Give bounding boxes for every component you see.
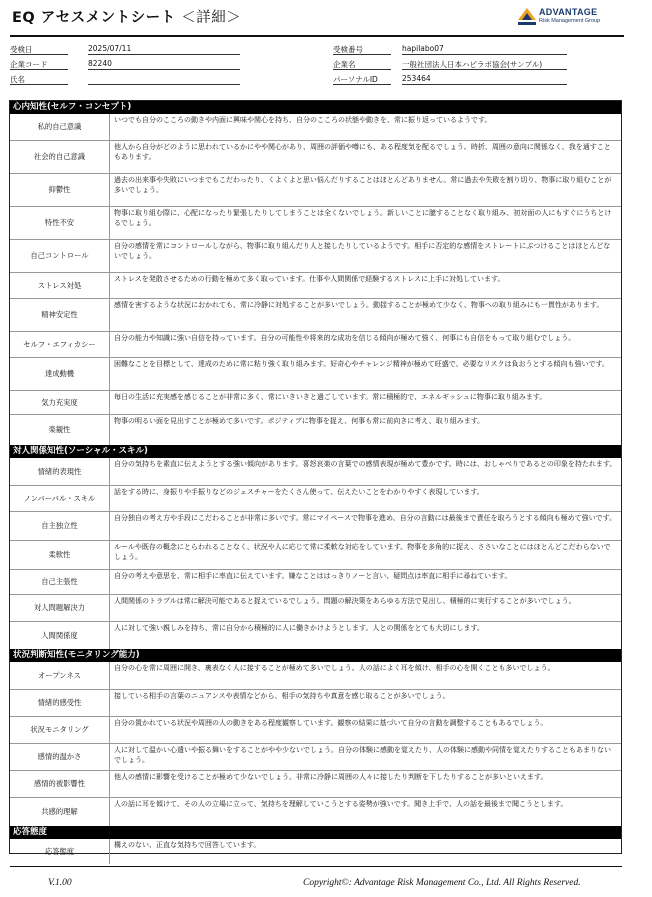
table-row xyxy=(10,273,621,299)
table-row xyxy=(10,622,621,649)
trait-label: 人間関係度 xyxy=(10,622,110,649)
table-row xyxy=(10,415,621,445)
exam-no-label-underline xyxy=(333,54,391,55)
company-code-value: 82240 xyxy=(88,59,112,68)
table-row xyxy=(10,717,621,744)
trait-label: 抑鬱性 xyxy=(10,174,110,206)
trait-description: 自分の置かれている状況や周囲の人の動きをある程度観察しています。観察の結果に基づいて自分の言動を調整することもあるでしょう。 xyxy=(114,719,548,727)
table-row xyxy=(10,744,621,771)
company-name-value: 一般社団法人日本ハピラボ協会(サンプル) xyxy=(402,60,543,69)
trait-description: 人に対して強い親しみを持ち、常に自分から積極的に人に働きかけようとします。人との関係をとても大切にします。 xyxy=(114,624,484,632)
trait-label: 精神安定性 xyxy=(10,299,110,331)
trait-label: オープンネス xyxy=(10,662,110,689)
trait-description: 話をする時に、身振りや手振りなどのジェスチャーをたくさん使って、伝えたいことをわかりやすく表現しています。 xyxy=(114,488,484,496)
trait-label: 感情的温かさ xyxy=(10,744,110,770)
table-row xyxy=(10,486,621,512)
section-header: 応答態度 xyxy=(10,826,621,839)
trait-description: 自分の気持ちを素直に伝えようとする強い傾向があります。喜怒哀楽の言葉での感情表現が極めて豊かです。時には、おしゃべりであるとの印象を持たれます。 xyxy=(114,460,617,468)
company-logo xyxy=(517,6,615,30)
page-header xyxy=(0,0,652,36)
trait-label: 対人問題解決力 xyxy=(10,595,110,621)
section-header: 状況判断知性(モニタリング能力) xyxy=(10,649,621,662)
trait-label: 情緒的表現性 xyxy=(10,458,110,485)
exam-no-label: 受検番号 xyxy=(333,45,363,54)
table-row xyxy=(10,207,621,240)
title-subtitle: ＜詳細＞ xyxy=(181,10,242,26)
table-row xyxy=(10,358,621,391)
trait-description: ストレスを発散させるための行動を極めて多く取っています。仕事や人間関係で経験するストレスに上手に対処しています。 xyxy=(114,275,505,283)
trait-label: 感情的被影響性 xyxy=(10,771,110,797)
table-row xyxy=(10,798,621,826)
date-value: 2025/07/11 xyxy=(88,44,132,53)
trait-description: 物事の明るい面を見出すことが極めて多いです。ポジティブに物事を捉え、何事も常に前向きに考え、取り組みます。 xyxy=(114,417,485,425)
trait-label: 状況モニタリング xyxy=(10,717,110,743)
personal-id-value-underline xyxy=(402,84,567,85)
table-row xyxy=(10,141,621,174)
trait-label: ストレス対処 xyxy=(10,273,110,298)
trait-label: 共感的理解 xyxy=(10,798,110,826)
table-row xyxy=(10,541,621,570)
copyright-text: Copyright©: Advantage Risk Management Co., Ltd. All Rights Reserved. xyxy=(303,878,581,888)
logo-main-text: ADVANTAGE xyxy=(539,7,598,17)
table-row xyxy=(10,114,621,141)
trait-description: 構えのない、正直な気持ちで回答しています。 xyxy=(114,841,261,849)
trait-description: ルールや既存の概念にとらわれることなく、状況や人に応じて常に柔軟な対応をしています。物事を多角的に捉え、ささいなことにはほとんどこだわらないでしょう。 xyxy=(114,543,611,561)
personal-id-value: 253464 xyxy=(402,74,431,83)
trait-description: 自分の感情を常にコントロールしながら、物事に取り組んだり人と接したりしているようです。相手に否定的な感情をストレートにぶつけることはほとんどないでしょう。 xyxy=(114,242,611,260)
trait-description: いつでも自分のこころの動きや内面に興味や関心を持ち、自分のこころの状態や動きを、常に振り返っているようです。 xyxy=(114,116,492,124)
date-label: 受検日 xyxy=(10,45,33,54)
trait-description: 人間関係のトラブルは常に解決可能であると捉えているでしょう。問題の解決策をあらゆる方法で見出し、積極的に実行することが多いでしょう。 xyxy=(114,597,576,605)
version-text: V.1.00 xyxy=(48,878,72,888)
table-row xyxy=(10,771,621,798)
trait-description: 接している相手の言葉のニュアンスや表情などから、相手の気持ちや真意を感じ取ることが多いでしょう。 xyxy=(114,692,450,700)
personal-id-label: パーソナルID xyxy=(333,75,378,84)
page-title xyxy=(12,6,241,27)
page-footer xyxy=(0,866,652,897)
company-name-value-underline xyxy=(402,69,567,70)
company-code-value-underline xyxy=(88,69,240,70)
name-label: 氏名 xyxy=(10,75,25,84)
trait-label: ノンバーバル・スキル xyxy=(10,486,110,511)
table-row xyxy=(10,595,621,622)
table-row xyxy=(10,240,621,273)
trait-label: 楽観性 xyxy=(10,415,110,445)
footer-rule xyxy=(10,866,622,867)
trait-label: 情緒的感受性 xyxy=(10,690,110,716)
table-row xyxy=(10,662,621,690)
trait-description: 感情を害するような状況におかれても、常に冷静に対処することが多いでしょう。動揺することが極めて少なく、物事への取り組みにも一貫性があります。 xyxy=(114,301,604,309)
examinee-info xyxy=(0,42,652,88)
assessment-table xyxy=(9,100,622,854)
name-value-underline xyxy=(88,84,240,85)
name-label-underline xyxy=(10,84,68,85)
table-row xyxy=(10,690,621,717)
trait-label: 特性不安 xyxy=(10,207,110,239)
trait-description: 人に対して温かい心遣いや振る舞いをすることがやや少ないでしょう。自分の体験に感動を覚えたり、人の体験に感動や同情を覚えたりすることもあまりないでしょう。 xyxy=(114,746,611,764)
section-header: 対人関係知性(ソーシャル・スキル) xyxy=(10,445,621,458)
trait-label: 達成動機 xyxy=(10,358,110,390)
trait-label: 自主独立性 xyxy=(10,512,110,540)
date-label-underline xyxy=(10,54,68,55)
personal-id-label-underline xyxy=(333,84,391,85)
title-text: EQ アセスメントシート xyxy=(12,10,176,26)
table-row xyxy=(10,332,621,358)
table-row xyxy=(10,570,621,595)
trait-description: 自分の能力や知識に強い自信を持っています。自分の可能性や将来的な成功を信じる傾向が極めて強く、何事にも自信をもって取り組むでしょう。 xyxy=(114,334,576,342)
table-row xyxy=(10,391,621,415)
trait-label: 自己主張性 xyxy=(10,570,110,594)
table-row xyxy=(10,512,621,541)
company-code-label-underline xyxy=(10,69,68,70)
header-rule xyxy=(10,35,624,37)
date-value-underline xyxy=(88,54,240,55)
trait-label: 私的自己意識 xyxy=(10,114,110,140)
company-name-label: 企業名 xyxy=(333,60,356,69)
trait-description: 他人の感情に影響を受けることが極めて少ないでしょう。非常に冷静に周囲の人々に接したり判断を下したりすることが多いといえます。 xyxy=(114,773,548,781)
exam-no-value: hapilabo07 xyxy=(402,44,444,53)
trait-description: 人の話に耳を傾けて、その人の立場に立って、気持ちを理解していこうとする姿勢が強いです。聞き上手で、人の話を最後まで聞こうとします。 xyxy=(114,800,568,808)
logo-sub-text: Risk Management Group xyxy=(539,18,601,24)
table-row xyxy=(10,299,621,332)
trait-description: 自分独自の考え方や手段にこだわることが非常に多いです。常にマイペースで物事を進め、自分の言動には最後まで責任を取ろうとする傾向も極めて強いです。 xyxy=(114,514,617,522)
table-row xyxy=(10,174,621,207)
trait-description: 物事に取り組む際に、心配になったり緊張したりしてしまうことは全くないでしょう。新しいことに臆することなく取り組み、初対面の人にもすぐにうちとけるでしょう。 xyxy=(114,209,612,227)
trait-label: 気力充実度 xyxy=(10,391,110,414)
company-name-label-underline xyxy=(333,69,391,70)
company-code-label: 企業コード xyxy=(10,60,48,69)
trait-description: 自分の考えや意思を、常に相手に率直に伝えています。嫌なことははっきりノーと言い、疑問点は率直に相手に尋ねています。 xyxy=(114,572,512,580)
trait-description: 毎日の生活に充実感を感じることが非常に多く、常にいきいきと過ごしています。常に積極的で、エネルギッシュに物事に取り組みます。 xyxy=(114,393,547,401)
trait-label: セルフ・エフィカシー xyxy=(10,332,110,357)
trait-label: 社会的自己意識 xyxy=(10,141,110,173)
trait-description: 困難なことを目標として、達成のために常に粘り強く取り組みます。好奇心やチャレンジ精神が極めて旺盛で、必要なリスクは負おうとする傾向も強いです。 xyxy=(114,360,609,368)
section-header: 心内知性(セルフ・コンセプト) xyxy=(10,101,621,114)
trait-description: 他人から自分がどのように思われているかにやや関心があり、周囲の評価や噂にも、ある程度気を配るでしょう。時折、周囲の意向に関係なく、我を通すこともあります。 xyxy=(114,143,611,161)
trait-description: 過去の出来事や失敗にいつまでもこだわったり、くよくよと思い悩んだりすることはほとんどありません。常に過去や失敗を割り切り、物事に取り組むことが多いでしょう。 xyxy=(114,176,612,194)
trait-label: 応答態度 xyxy=(10,839,110,864)
trait-label: 自己コントロール xyxy=(10,240,110,272)
table-row xyxy=(10,839,621,864)
table-row xyxy=(10,458,621,486)
logo-mark-icon xyxy=(517,6,537,28)
trait-description: 自分の心を常に周囲に開き、裏表なく人に接することが極めて多いでしょう。人の話によく耳を傾け、相手の心を開くことも多いでしょう。 xyxy=(114,664,555,672)
exam-no-value-underline xyxy=(402,54,567,55)
trait-label: 柔軟性 xyxy=(10,541,110,569)
